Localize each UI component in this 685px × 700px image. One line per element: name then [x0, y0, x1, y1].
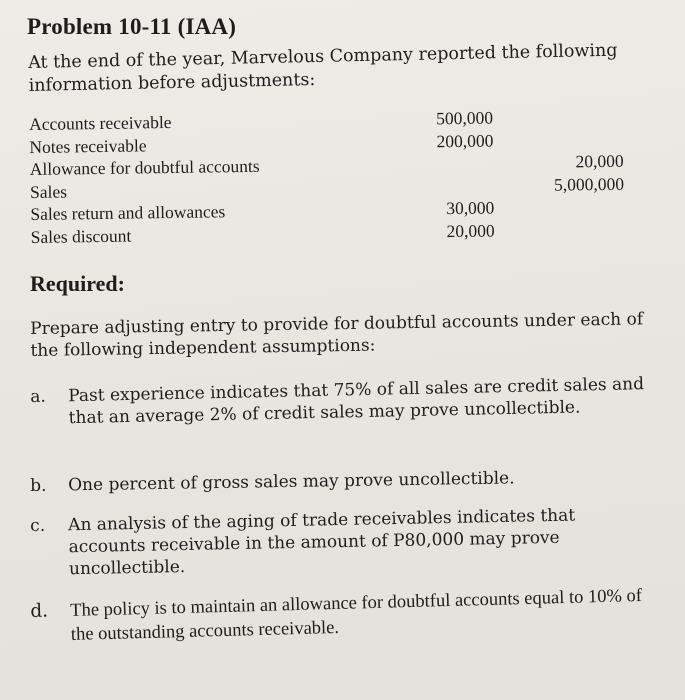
- account-name: Accounts receivable: [29, 112, 172, 134]
- account-credit-amount: 5,000,000: [553, 173, 625, 195]
- problem-title: Problem 10-11 (IAA): [27, 14, 237, 39]
- account-debit-amount: 200,000: [436, 130, 494, 151]
- assumption-item: [30, 465, 655, 496]
- assumption-text: Past experience indicates that 75% of all sales are credit sales and that an average 2% of credit sales may prove uncollectible.: [68, 374, 645, 429]
- assumption-item: [30, 503, 655, 580]
- account-name: Allowance for doubtful accounts: [29, 155, 260, 179]
- assumption-letter: c.: [30, 515, 46, 536]
- account-balances-list: [29, 105, 641, 249]
- assumption-text: An analysis of the aging of trade receivables indicates that accounts receivable in the amount of P80,000 may prove uncollectible.: [68, 505, 576, 580]
- instruction-text: Prepare adjusting entry to provide for doubtful accounts under each of the following independent assumptions:: [30, 309, 644, 361]
- account-name: Notes receivable: [29, 134, 147, 157]
- account-name: Sales: [29, 180, 68, 202]
- account-debit-amount: 20,000: [446, 220, 495, 241]
- assumption-item: [30, 584, 655, 645]
- assumption-text: One percent of gross sales may prove uncollectible.: [68, 468, 515, 496]
- problem-intro: At the end of the year, Marvelous Company reported the following information before adjustments:: [28, 40, 618, 96]
- assumption-letter: d.: [30, 600, 49, 622]
- account-debit-amount: 30,000: [446, 197, 495, 219]
- account-debit-amount: 500,000: [436, 107, 494, 129]
- account-name: Sales return and allowances: [30, 201, 226, 224]
- assumption-letter: b.: [30, 475, 47, 496]
- assumption-text: The policy is to maintain an allowance for doubtful accounts equal to 10% of the outstanding accounts receivable.: [70, 585, 643, 645]
- assumption-item: [30, 373, 655, 429]
- required-heading: Required:: [30, 271, 125, 296]
- assumption-letter: a.: [30, 386, 46, 407]
- account-credit-amount: 20,000: [575, 150, 624, 172]
- account-name: Sales discount: [30, 225, 132, 247]
